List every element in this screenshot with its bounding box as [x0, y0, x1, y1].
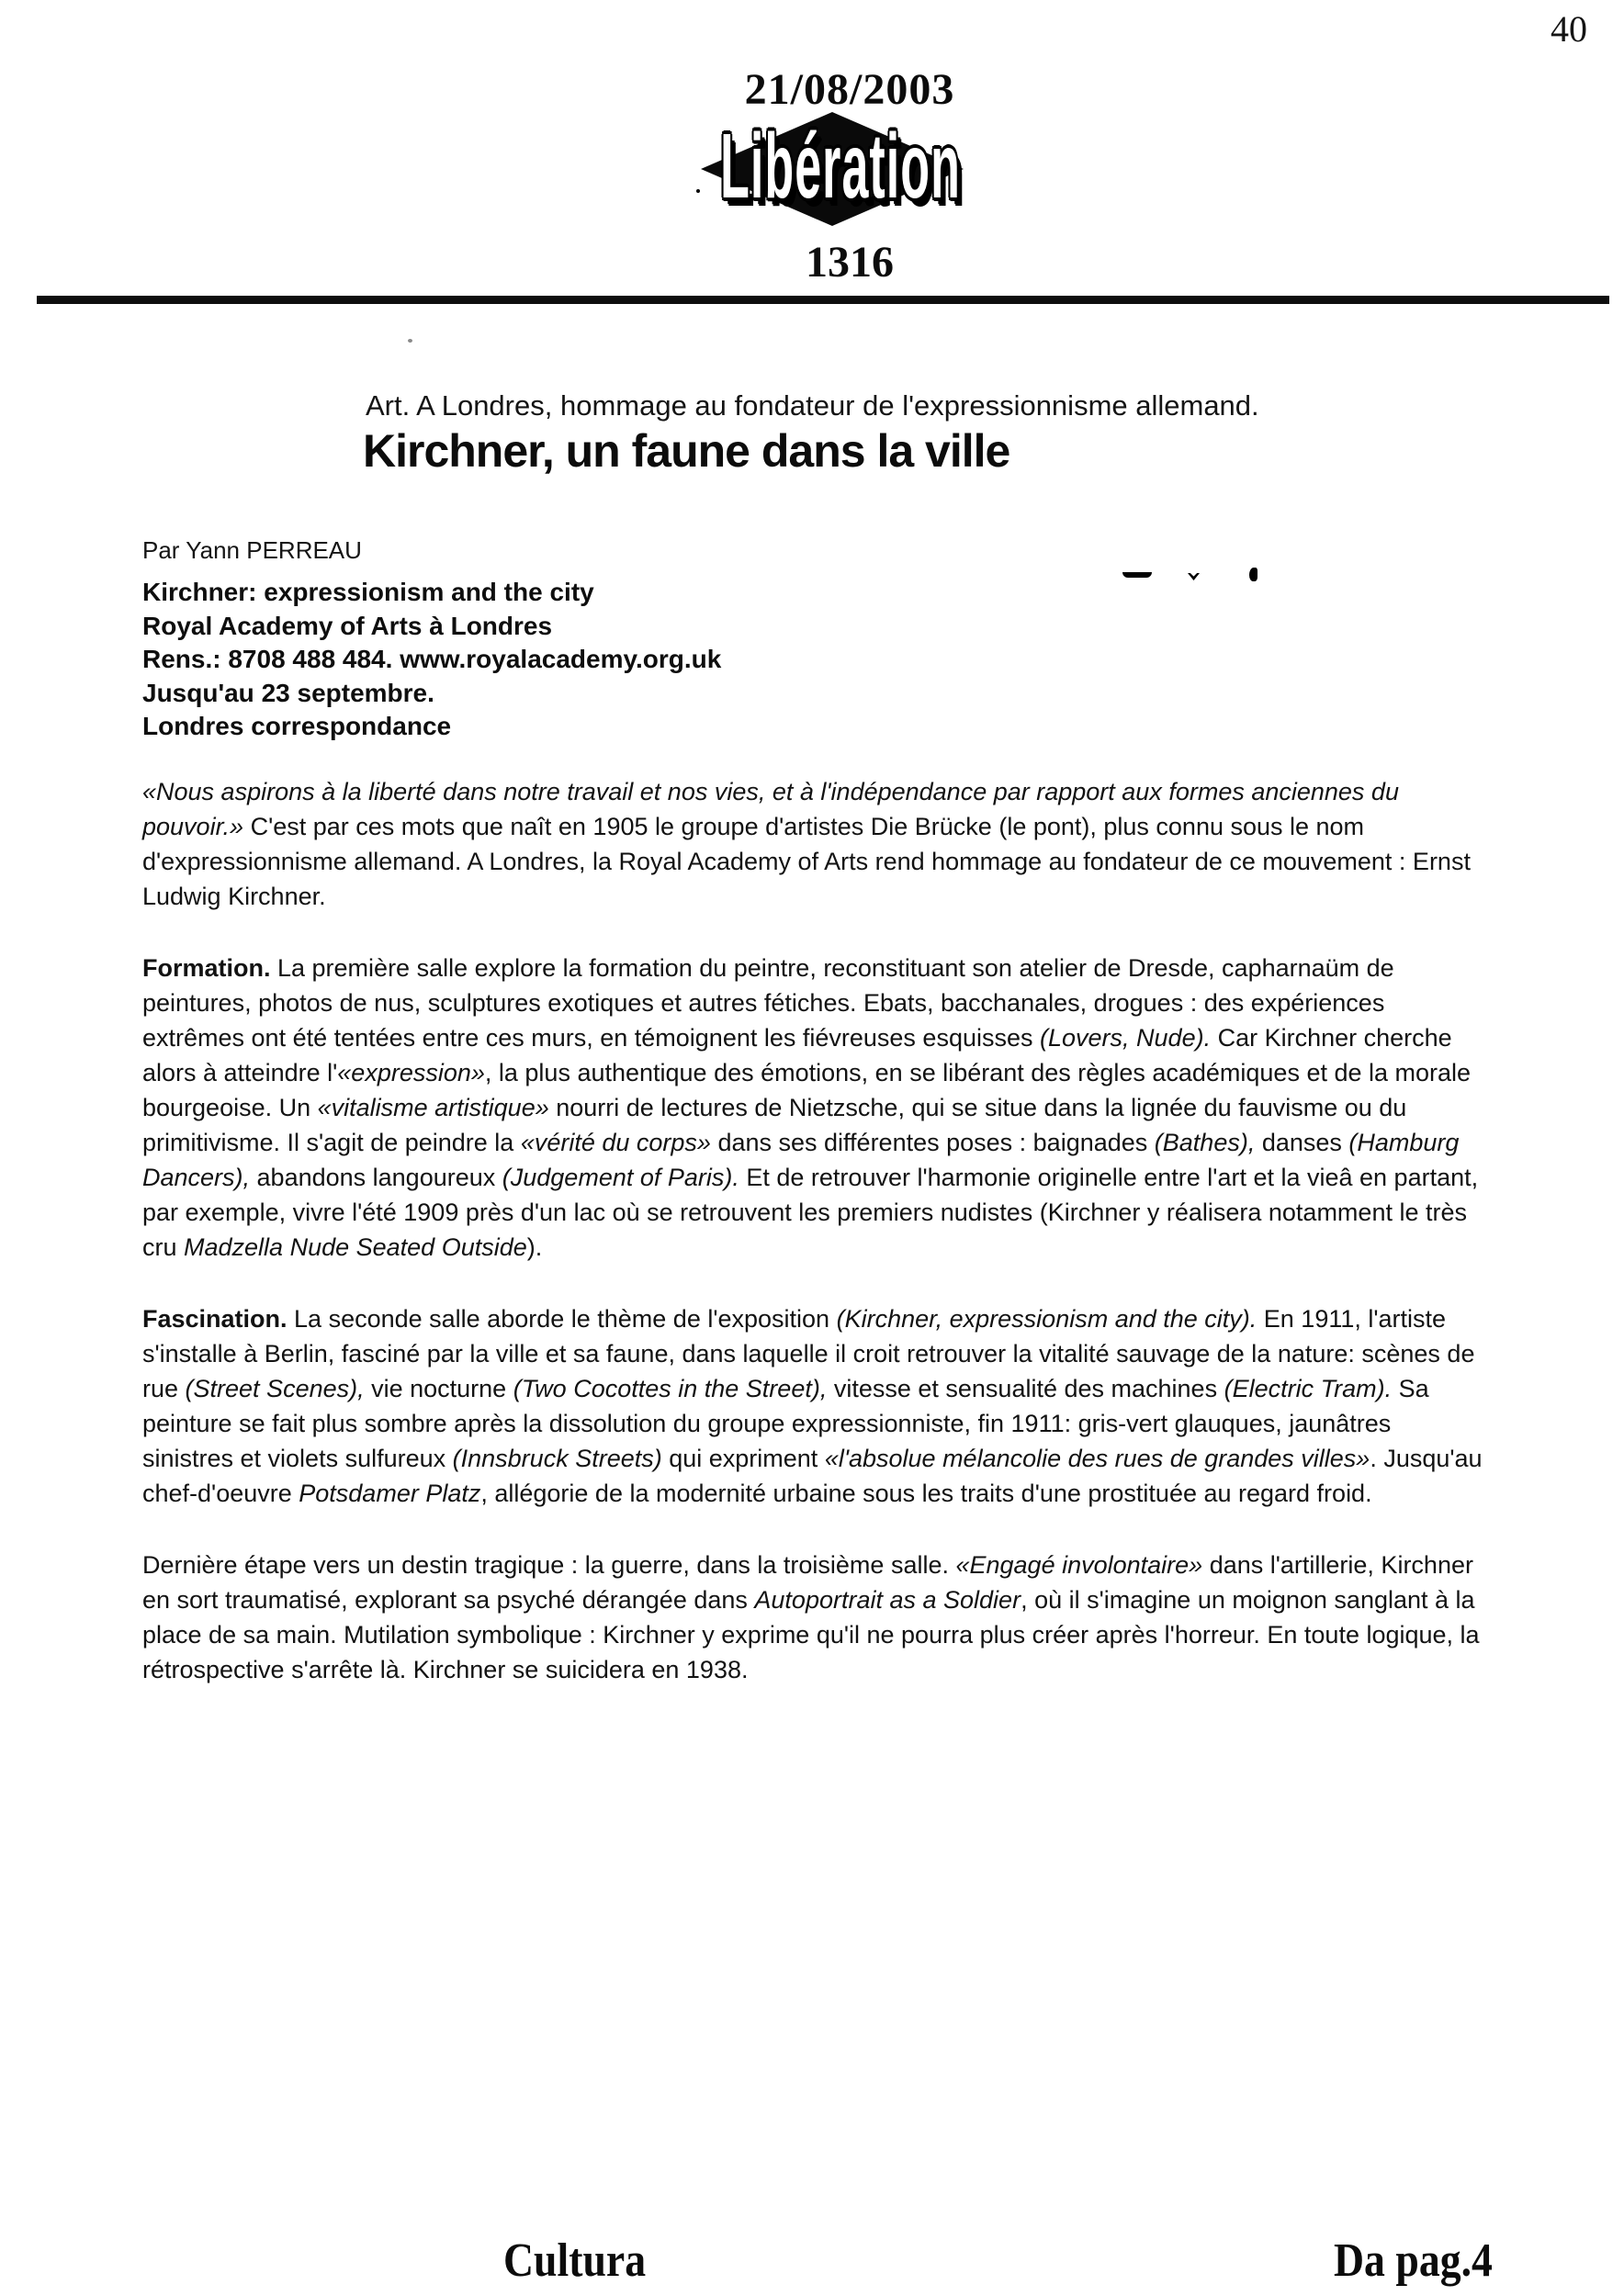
text-segment: Potsdamer Platz — [299, 1480, 481, 1507]
text-segment: (Street Scenes), — [185, 1375, 365, 1402]
text-segment: , allégorie de la modernité urbaine sous les traits d'une prostituée au regard froid. — [480, 1480, 1372, 1507]
scan-artifact-comma — [1249, 568, 1257, 581]
article-body — [142, 774, 1485, 1724]
article-byline: Par Yann PERREAU — [142, 536, 362, 564]
article-paragraph — [142, 774, 1485, 914]
text-segment: (Electric Tram). — [1224, 1375, 1393, 1402]
text-segment: «vérité du corps» — [520, 1129, 711, 1156]
article-paragraph — [142, 951, 1485, 1265]
page-number: 40 — [1551, 8, 1587, 50]
info-line: Royal Academy of Arts à Londres — [142, 611, 553, 640]
text-segment: C'est par ces mots que naît en 1905 le groupe d'artistes Die Brücke (le pont), plus connu sous le nom d'expressionnisme allemand. A Londres, la Royal Academy of Arts rend hommage au fondateur de ce mouvement : Ernst Ludwig Kirchner. — [142, 813, 1471, 910]
article-paragraph — [142, 1301, 1485, 1511]
exhibition-info — [142, 576, 721, 744]
text-segment: (Hamburg Dancers), — [142, 1129, 1460, 1191]
text-segment: dans l'artillerie, Kirchner en sort traumatisé, explorant sa psyché dérangée dans — [142, 1551, 1473, 1614]
text-segment: (Kirchner, expressionism and the city). — [836, 1305, 1257, 1333]
text-segment: Autoportrait as a Soldier — [754, 1586, 1021, 1614]
logo-wordmark: Libération — [720, 114, 961, 218]
text-segment: dans ses différentes poses : baignades — [710, 1129, 1155, 1156]
footer-section-label: Cultura — [503, 2234, 647, 2287]
text-segment: nourri de lectures de Nietzsche, qui se situe dans la lignée du fauvisme ou du primitivisme. Il s'agit de peindre la — [142, 1094, 1407, 1156]
text-segment: Car Kirchner cherche alors à atteindre l' — [142, 1024, 1452, 1086]
text-segment: La seconde salle aborde le thème de l'exposition — [287, 1305, 837, 1333]
scan-artifact-speck — [408, 339, 412, 343]
article-paragraph — [142, 1548, 1485, 1687]
text-segment: Dernière étape vers un destin tragique : la guerre, dans la troisième salle. — [142, 1551, 956, 1579]
text-segment: , où il s'imagine un moignon sanglant à la place de sa main. Mutilation symbolique : Kirchner y exprime qu'il ne pourra plus créer après l'horreur. En toute logique, la rétrospective s'arrête là. Kirchner se suicidera en 1938. — [142, 1586, 1480, 1683]
info-line: Londres correspondance — [142, 712, 452, 740]
text-segment: (Lovers, Nude). — [1040, 1024, 1212, 1052]
header-divider — [37, 296, 1609, 304]
footer-page-reference: Da pag.4 — [1334, 2234, 1493, 2287]
text-segment: La première salle explore la formation du peintre, reconstituant son atelier de Dresde, capharnaüm de peintures, photos de nus, sculptures exotiques et autres fétiches. Ebats, bacchanales, drogues : des expériences extrêmes ont été tentées entre ces murs, en témoignent les fiévreuses esquisses — [142, 954, 1394, 1052]
text-segment: abandons langoureux — [250, 1164, 502, 1191]
text-segment: Formation. — [142, 954, 271, 982]
text-segment: (Judgement of Paris). — [502, 1164, 739, 1191]
text-segment: «expression» — [337, 1059, 485, 1086]
text-segment: danses — [1255, 1129, 1349, 1156]
scan-artifact-tick — [1188, 573, 1200, 580]
text-segment: «l'absolue mélancolie des rues de grandes villes» — [824, 1445, 1370, 1472]
text-segment: Fascination. — [142, 1305, 288, 1333]
text-segment: . Jusqu'au chef-d'oeuvre — [142, 1445, 1483, 1507]
scan-artifact-speck — [696, 189, 700, 193]
text-segment: (Two Cocottes in the Street), — [513, 1375, 828, 1402]
text-segment: «Engagé involontaire» — [955, 1551, 1203, 1579]
text-segment: (Innsbruck Streets) — [452, 1445, 662, 1472]
text-segment: vie nocturne — [364, 1375, 513, 1402]
text-segment: Sa peinture se fait plus sombre après la dissolution du groupe expressionniste, fin 1911: gris-vert glauques, jaunâtres sinistres et violets sulfureux — [142, 1375, 1429, 1472]
text-segment: vitesse et sensualité des machines — [827, 1375, 1224, 1402]
text-segment: Et de retrouver l'harmonie originelle entre l'art et la vieâ en partant, par exemple, vivre l'été 1909 près d'un lac où se retrouvent les premiers nudistes (Kirchner y réalisera notamment le très cru — [142, 1164, 1479, 1261]
text-segment: , la plus authentique des émotions, en se libérant des règles académiques et de la morale bourgeoise. Un — [142, 1059, 1472, 1121]
liberation-logo — [648, 103, 1033, 236]
text-segment: «vitalisme artistique» — [317, 1094, 549, 1121]
text-segment: (Bathes), — [1154, 1129, 1256, 1156]
issue-number: 1316 — [806, 238, 894, 287]
issue-date: 21/08/2003 — [744, 65, 955, 114]
text-segment: qui expriment — [661, 1445, 825, 1472]
scan-artifact-dash — [1122, 572, 1152, 578]
info-line: Rens.: 8708 488 484. www.royalacademy.org.uk — [142, 645, 722, 673]
article-kicker: Art. A Londres, hommage au fondateur de l'expressionnisme allemand. — [366, 389, 1259, 422]
info-line: Kirchner: expressionism and the city — [142, 578, 594, 606]
article-title: Kirchner, un faune dans la ville — [363, 425, 1010, 477]
info-line: Jusqu'au 23 septembre. — [142, 678, 434, 707]
text-segment: Madzella Nude Seated Outside — [184, 1233, 527, 1261]
text-segment: ). — [526, 1233, 543, 1261]
text-segment: En 1911, l'artiste s'installe à Berlin, fasciné par la ville et sa faune, dans laquelle il croit retrouver la vitalité sauvage de la nature: scènes de rue — [142, 1305, 1475, 1402]
text-segment: «Nous aspirons à la liberté dans notre travail et nos vies, et à l'indépendance par rapport aux formes anciennes du pouvoir.» — [142, 778, 1399, 840]
